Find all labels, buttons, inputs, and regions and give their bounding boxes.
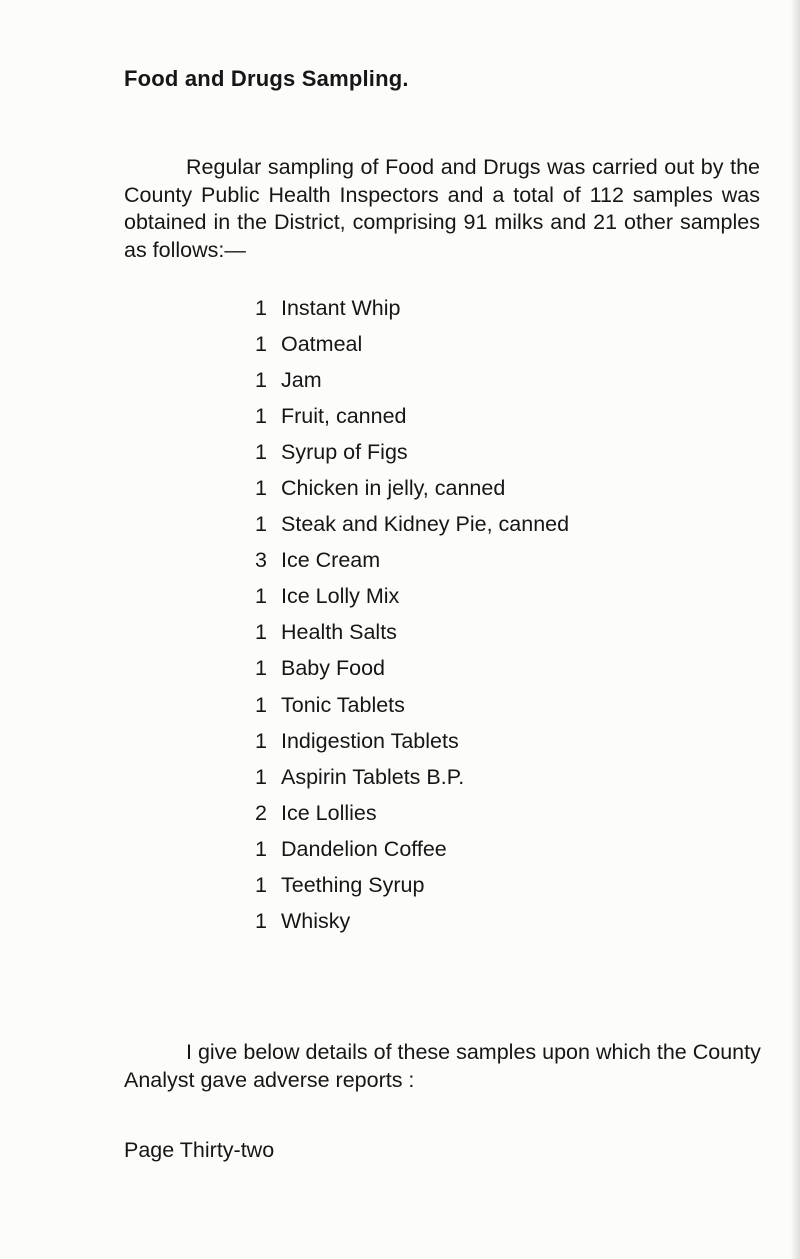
sample-name: Dandelion Coffee bbox=[281, 836, 447, 861]
sample-quantity: 1 bbox=[255, 331, 267, 356]
list-item bbox=[255, 615, 569, 651]
sample-quantity: 1 bbox=[255, 439, 267, 464]
list-item bbox=[255, 904, 569, 940]
sample-name: Health Salts bbox=[281, 620, 397, 645]
sample-quantity: 1 bbox=[255, 403, 267, 428]
sample-name: Aspirin Tablets B.P. bbox=[281, 764, 465, 789]
sample-name: Ice Lolly Mix bbox=[281, 584, 400, 609]
sample-name: Whisky bbox=[281, 909, 351, 934]
list-item bbox=[255, 579, 569, 615]
list-item bbox=[255, 326, 569, 362]
sample-name: Indigestion Tablets bbox=[281, 728, 459, 753]
samples-list bbox=[255, 290, 569, 940]
list-item bbox=[255, 723, 569, 759]
list-item bbox=[255, 687, 569, 723]
list-item bbox=[255, 651, 569, 687]
closing-paragraph: I give below details of these samples upon which the County Analyst gave adverse reports : bbox=[124, 1040, 761, 1092]
sample-quantity: 1 bbox=[255, 476, 267, 501]
sample-quantity: 1 bbox=[255, 692, 267, 717]
sample-quantity: 1 bbox=[255, 367, 267, 392]
list-item bbox=[255, 759, 569, 795]
sample-quantity: 1 bbox=[255, 584, 267, 609]
list-item bbox=[255, 362, 569, 398]
list-item bbox=[255, 868, 569, 904]
list-item bbox=[255, 398, 569, 434]
sample-quantity: 3 bbox=[255, 548, 267, 573]
page-number: Page Thirty-two bbox=[124, 1138, 275, 1162]
sample-name: Syrup of Figs bbox=[281, 439, 408, 464]
page-edge-shadow bbox=[790, 0, 800, 1259]
section-heading: Food and Drugs Sampling. bbox=[124, 66, 409, 91]
sample-name: Teething Syrup bbox=[281, 873, 425, 898]
sample-name: Instant Whip bbox=[281, 295, 401, 320]
sample-quantity: 1 bbox=[255, 295, 267, 320]
list-item bbox=[255, 434, 569, 470]
sample-name: Ice Lollies bbox=[281, 800, 377, 825]
sample-name: Steak and Kidney Pie, canned bbox=[281, 512, 570, 537]
sample-name: Chicken in jelly, canned bbox=[281, 476, 506, 501]
sample-quantity: 1 bbox=[255, 909, 267, 934]
list-item bbox=[255, 831, 569, 867]
list-item bbox=[255, 543, 569, 579]
sample-quantity: 1 bbox=[255, 620, 267, 645]
sample-quantity: 1 bbox=[255, 764, 267, 789]
sample-name: Jam bbox=[281, 367, 322, 392]
sample-name: Baby Food bbox=[281, 656, 385, 681]
list-item bbox=[255, 507, 569, 543]
sample-quantity: 1 bbox=[255, 873, 267, 898]
sample-quantity: 1 bbox=[255, 512, 267, 537]
sample-name: Oatmeal bbox=[281, 331, 363, 356]
sample-name: Fruit, canned bbox=[281, 403, 407, 428]
sample-quantity: 2 bbox=[255, 800, 267, 825]
list-item bbox=[255, 470, 569, 506]
sample-name: Ice Cream bbox=[281, 548, 381, 573]
sample-quantity: 1 bbox=[255, 728, 267, 753]
list-item bbox=[255, 795, 569, 831]
sample-quantity: 1 bbox=[255, 836, 267, 861]
sample-name: Tonic Tablets bbox=[281, 692, 405, 717]
intro-paragraph: Regular sampling of Food and Drugs was carried out by the County Public Health Inspectors and a total of 112 samples was obtained in the District, comprising 91 milks and 21 other samples as follows:— bbox=[124, 155, 760, 262]
sample-quantity: 1 bbox=[255, 656, 267, 681]
list-item bbox=[255, 290, 569, 326]
